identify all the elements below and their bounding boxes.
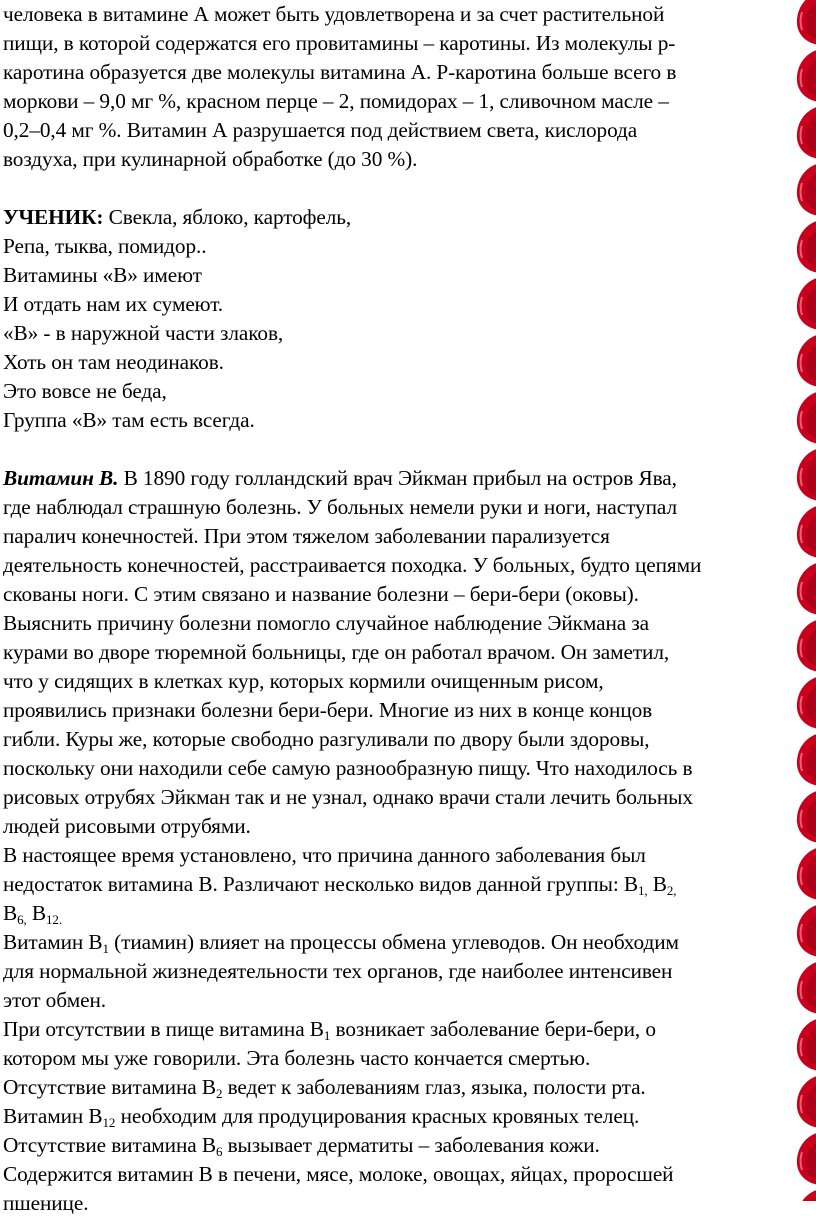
decorative-petal-border bbox=[790, 0, 816, 1201]
text-line: 0,2–0,4 мг %. Витамин А разрушается под действием света, кислорода bbox=[3, 118, 638, 142]
petal-icon bbox=[790, 389, 816, 445]
subscript: 1 bbox=[323, 1028, 331, 1043]
text-line: для нормальной жизнедеятельности тех органов, где наиболее интенсивен bbox=[3, 959, 673, 983]
poem-line: Хоть он там неодинаков. bbox=[3, 350, 224, 374]
text-line: людей рисовыми отрубями. bbox=[3, 814, 251, 838]
poem-line: Свекла, яблоко, картофель, bbox=[103, 205, 352, 229]
paragraph-vitamin-b-history bbox=[3, 464, 793, 841]
petal-icon bbox=[790, 1130, 816, 1186]
subscript: 2, bbox=[666, 883, 677, 898]
text-run: ведет к заболеваниям глаз, языка, полости рта. bbox=[222, 1075, 646, 1099]
petal-icon bbox=[790, 218, 816, 274]
poem-line: Группа «В» там есть всегда. bbox=[3, 408, 255, 432]
text-line bbox=[3, 1073, 793, 1102]
petal-icon bbox=[790, 104, 816, 160]
text-run: В bbox=[647, 872, 667, 896]
paragraph-b-group bbox=[3, 841, 793, 928]
text-line bbox=[3, 928, 793, 957]
text-run: вызывает дерматиты – заболевания кожи. bbox=[222, 1133, 600, 1157]
paragraph-gap bbox=[3, 174, 793, 203]
text-line bbox=[3, 870, 793, 899]
text-run: необходим для продуцирования красных кровяных телец. bbox=[115, 1104, 640, 1128]
text-line bbox=[3, 1102, 793, 1131]
poem-line: Репа, тыква, помидор.. bbox=[3, 234, 207, 258]
petal-icon bbox=[790, 446, 816, 502]
text-run: недостаток витамина В. Различают несколько видов данной группы: В bbox=[3, 872, 638, 896]
text-line: Выяснить причину болезни помогло случайное наблюдение Эйкмана за bbox=[3, 611, 649, 635]
speaker-label: УЧЕНИК: bbox=[3, 205, 104, 229]
paragraph-b1 bbox=[3, 928, 793, 1015]
text-line: проявились признаки болезни бери-бери. Многие из них в конце концов bbox=[3, 698, 653, 722]
poem-line: «В» - в наружной части злаков, bbox=[3, 321, 284, 345]
petal-icon bbox=[790, 617, 816, 673]
text-line: что у сидящих в клетках кур, которых кормили очищенным рисом, bbox=[3, 669, 604, 693]
subscript: 6, bbox=[17, 912, 27, 927]
paragraph-b12 bbox=[3, 1102, 793, 1131]
petal-icon bbox=[790, 731, 816, 787]
subscript: 1 bbox=[102, 941, 109, 956]
petal-icon bbox=[790, 332, 816, 388]
section-heading: Витамин В. bbox=[3, 466, 119, 490]
paragraph-gap bbox=[3, 435, 793, 464]
petal-icon bbox=[790, 0, 816, 46]
petal-icon bbox=[790, 161, 816, 217]
subscript: 12 bbox=[102, 1115, 116, 1130]
text-line bbox=[3, 899, 793, 928]
paragraph-absence-b2 bbox=[3, 1073, 793, 1102]
paragraph-absence-b1 bbox=[3, 1015, 793, 1073]
petal-icon bbox=[790, 902, 816, 958]
text-line: скованы ноги. С этим связано и название болезни – бери-бери (оковы). bbox=[3, 582, 639, 606]
text-run: При отсутствии в пище витамина В bbox=[3, 1017, 324, 1041]
text-run: Отсутствие витамина В bbox=[3, 1133, 216, 1157]
text-line: деятельность конечностей, расстраивается походка. У больных, будто цепями bbox=[3, 553, 702, 577]
petal-icon bbox=[790, 1187, 816, 1201]
text-line: гибли. Куры же, которые свободно разгуливали по двору были здоровы, bbox=[3, 727, 650, 751]
text-run: В bbox=[3, 901, 18, 925]
text-run: Отсутствие витамина В bbox=[3, 1075, 216, 1099]
petal-icon bbox=[790, 1073, 816, 1129]
text-line: курами во дворе тюремной больницы, где он работал врачом. Он заметил, bbox=[3, 640, 670, 664]
subscript: 2 bbox=[215, 1086, 223, 1101]
text-run: Витамин В bbox=[3, 1104, 103, 1128]
subscript: 6 bbox=[215, 1144, 223, 1159]
petal-icon bbox=[790, 1016, 816, 1072]
poem-line: И отдать нам их сумеют. bbox=[3, 292, 224, 316]
text-line bbox=[3, 1131, 793, 1160]
text-line: моркови – 9,0 мг %, красном перце – 2, помидорах – 1, сливочном масле – bbox=[3, 89, 669, 113]
text-line: этот обмен. bbox=[3, 988, 106, 1012]
text-line: Содержится витамин В в печени, мясе, молоке, овощах, яйцах, проросшей bbox=[3, 1162, 674, 1186]
petal-icon bbox=[790, 845, 816, 901]
paragraph-vitamin-a bbox=[3, 0, 793, 174]
text-line: паралич конечностей. При этом тяжелом заболевании парализуется bbox=[3, 524, 610, 548]
text-run: В bbox=[26, 901, 47, 925]
petal-icon bbox=[790, 788, 816, 844]
poem-first-line bbox=[3, 203, 793, 232]
text-run: (тиамин) влияет на процессы обмена углеводов. Он необходим bbox=[108, 930, 679, 954]
poem-line: Это вовсе не беда, bbox=[3, 379, 167, 403]
text-line: пищи, в которой содержатся его провитамины – каротины. Из молекулы p- bbox=[3, 31, 676, 55]
text-line: поскольку они находили себе самую разнообразную пищу. Что находилось в bbox=[3, 756, 693, 780]
text-line: где наблюдал страшную болезнь. У больных немели руки и ноги, наступал bbox=[3, 495, 677, 519]
document-page bbox=[3, 0, 793, 1218]
text-run: В 1890 году голландский врач Эйкман прибыл на остров Ява, bbox=[118, 466, 677, 490]
subscript: 12. bbox=[46, 912, 62, 927]
petal-icon bbox=[790, 674, 816, 730]
petal-icon bbox=[790, 503, 816, 559]
paragraph-absence-b6 bbox=[3, 1131, 793, 1160]
poem-block bbox=[3, 203, 793, 435]
petal-icon bbox=[790, 275, 816, 331]
text-line: рисовых отрубях Эйкман так и не узнал, однако врачи стали лечить больных bbox=[3, 785, 693, 809]
poem-line: Витамины «В» имеют bbox=[3, 263, 202, 287]
text-line: каротина образуется две молекулы витамина А. P-каротина больше всего в bbox=[3, 60, 677, 84]
text-line: В настоящее время установлено, что причина данного заболевания был bbox=[3, 843, 646, 867]
petal-icon bbox=[790, 47, 816, 103]
paragraph-sources bbox=[3, 1160, 793, 1218]
text-line: пшенице. bbox=[3, 1191, 89, 1215]
subscript: 1, bbox=[638, 883, 648, 898]
text-line bbox=[3, 1015, 793, 1044]
text-run: Витамин В bbox=[3, 930, 103, 954]
text-line bbox=[3, 464, 793, 493]
petal-icon bbox=[790, 959, 816, 1015]
text-line: воздуха, при кулинарной обработке (до 30 %). bbox=[3, 147, 418, 171]
text-run: возникает заболевание бери-бери, о bbox=[330, 1017, 656, 1041]
text-line: котором мы уже говорили. Эта болезнь часто кончается смертью. bbox=[3, 1046, 591, 1070]
text-line: человека в витамине А может быть удовлетворена и за счет растительной bbox=[3, 2, 665, 26]
petal-icon bbox=[790, 560, 816, 616]
